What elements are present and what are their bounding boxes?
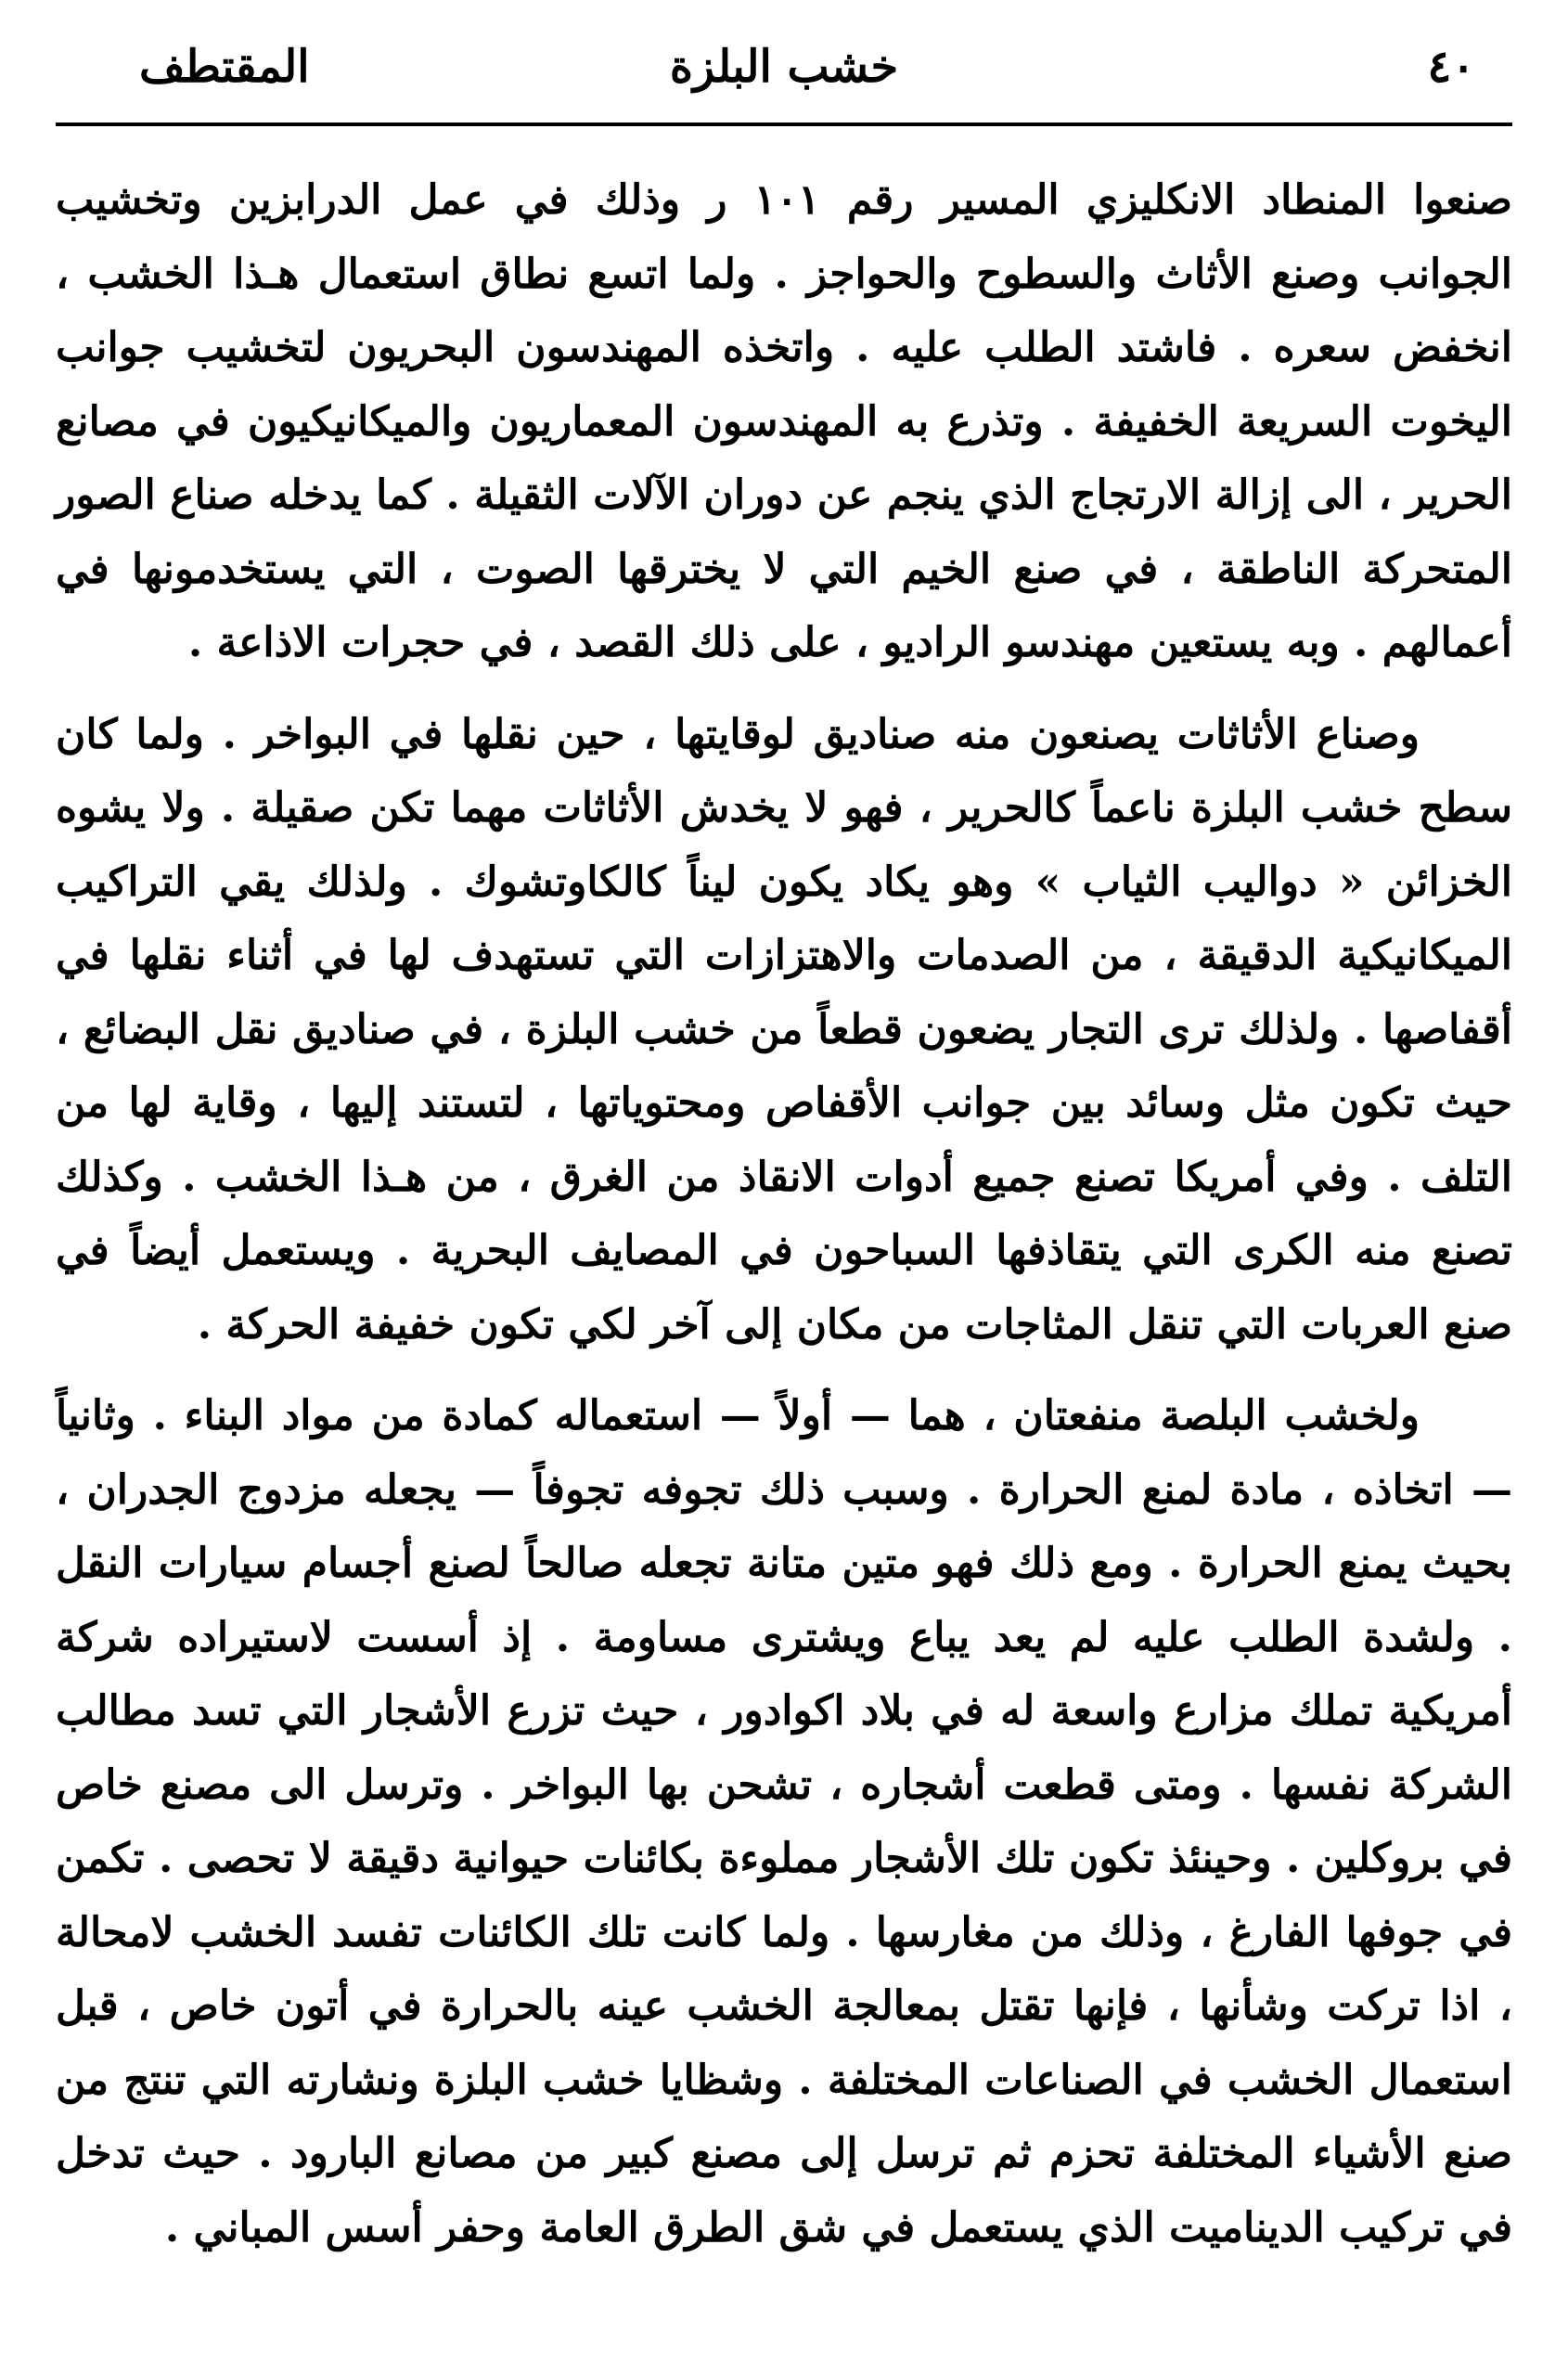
article-body bbox=[56, 163, 1512, 2282]
paragraph-2: وصناع الأثاثات يصنعون منه صناديق لوقايتها ، حين نقلها في البواخر . ولما كان سطح خشب البلزة ناعماً كالحرير ، فهو لا يخدش الأثاثات مهما تكن صقيلة . ولا يشوه الخزائن « دواليب الثياب » وهو يكاد يكون ليناً كالكاوتشوك . ولذلك يقي التراكيب الميكانيكية الدقيقة ، من الصدمات والاهتزازات التي تستهدف لها في أثناء نقلها في أقفاصها . ولذلك ترى التجار يضعون قطعاً من خشب البلزة ، في صناديق نقل البضائع ، حيث تكون مثل وسائد بين جوانب الأقفاص ومحتوياتها ، لتستند إليها ، وقاية لها من التلف . وفي أمريكا تصنع جميع أدوات الانقاذ من الغرق ، من هـذا الخشب . وكذلك تصنع منه الكرى التي يتقاذفها السباحون في المصايف البحرية . ويستعمل أيضاً في صنع العربات التي تنقل المثاجات من مكان إلى آخر لكي تكون خفيفة الحركة . bbox=[56, 710, 1512, 1348]
paragraph-1: صنعوا المنطاد الانكليزي المسير رقم ١٠١ ر وذلك في عمل الدرابزين وتخشيب الجوانب وصنع الأثاث والسطوح والحواجز . ولما اتسع نطاق استعمال هـذا الخشب ، انخفض سعره . فاشتد الطلب عليه . واتخذه المهندسون البحريون لتخشيب جوانب اليخوت السريعة الخفيفة . وتذرع به المهندسون المعماريون والميكانيكيون في مصانع الحرير ، الى إزالة الارتجاج الذي ينجم عن دوران الآلات الثقيلة . كما يدخله صناع الصور المتحركة الناطقة ، في صنع الخيم التي لا يخترقها الصوت ، التي يستخدمونها في أعمالهم . وبه يستعين مهندسو الراديو ، على ذلك القصد ، في حجرات الاذاعة . bbox=[56, 176, 1512, 666]
page-number: ٤٠ bbox=[1427, 41, 1475, 93]
journal-name: المقتطف bbox=[139, 41, 310, 93]
running-header bbox=[56, 37, 1512, 113]
article-title: خشب البلزة bbox=[669, 41, 899, 93]
book-page bbox=[56, 37, 1512, 2339]
paragraph-3: ولخشب البلصة منفعتان ، هما — أولاً — استعماله كمادة من مواد البناء . وثانياً — اتخاذه ، مادة لمنع الحرارة . وسبب ذلك تجوفه تجوفاً — يجعله مزدوج الجدران ، بحيث يمنع الحرارة . ومع ذلك فهو متين متانة تجعله صالحاً لصنع أجسام سيارات النقل . ولشدة الطلب عليه لم يعد يباع ويشترى مساومة . إذ أسست لاستيراده شركة أمريكية تملك مزارع واسعة له في بلاد اكوادور ، حيث تزرع الأشجار التي تسد مطالب الشركة نفسها . ومتى قطعت أشجاره ، تشحن بها البواخر . وترسل الى مصنع خاص في بروكلين . وحينئذ تكون تلك الأشجار مملوءة بكائنات حيوانية دقيقة لا تحصى . تكمن في جوفها الفارغ ، وذلك من مغارسها . ولما كانت تلك الكائنات تفسد الخشب لامحالة ، اذا تركت وشأنها ، فإنها تقتل بمعالجة الخشب عينه بالحرارة في أتون خاص ، قبل استعمال الخشب في الصناعات المختلفة . وشظايا خشب البلزة ونشارته التي تنتج من صنع الأشياء المختلفة تحزم ثم ترسل إلى مصنع كبير من مصانع البارود . حيث تدخل في تركيب الديناميت الذي يستعمل في شق الطرق العامة وحفر أسس المباني . bbox=[56, 1392, 1512, 2251]
header-rule bbox=[56, 123, 1512, 126]
